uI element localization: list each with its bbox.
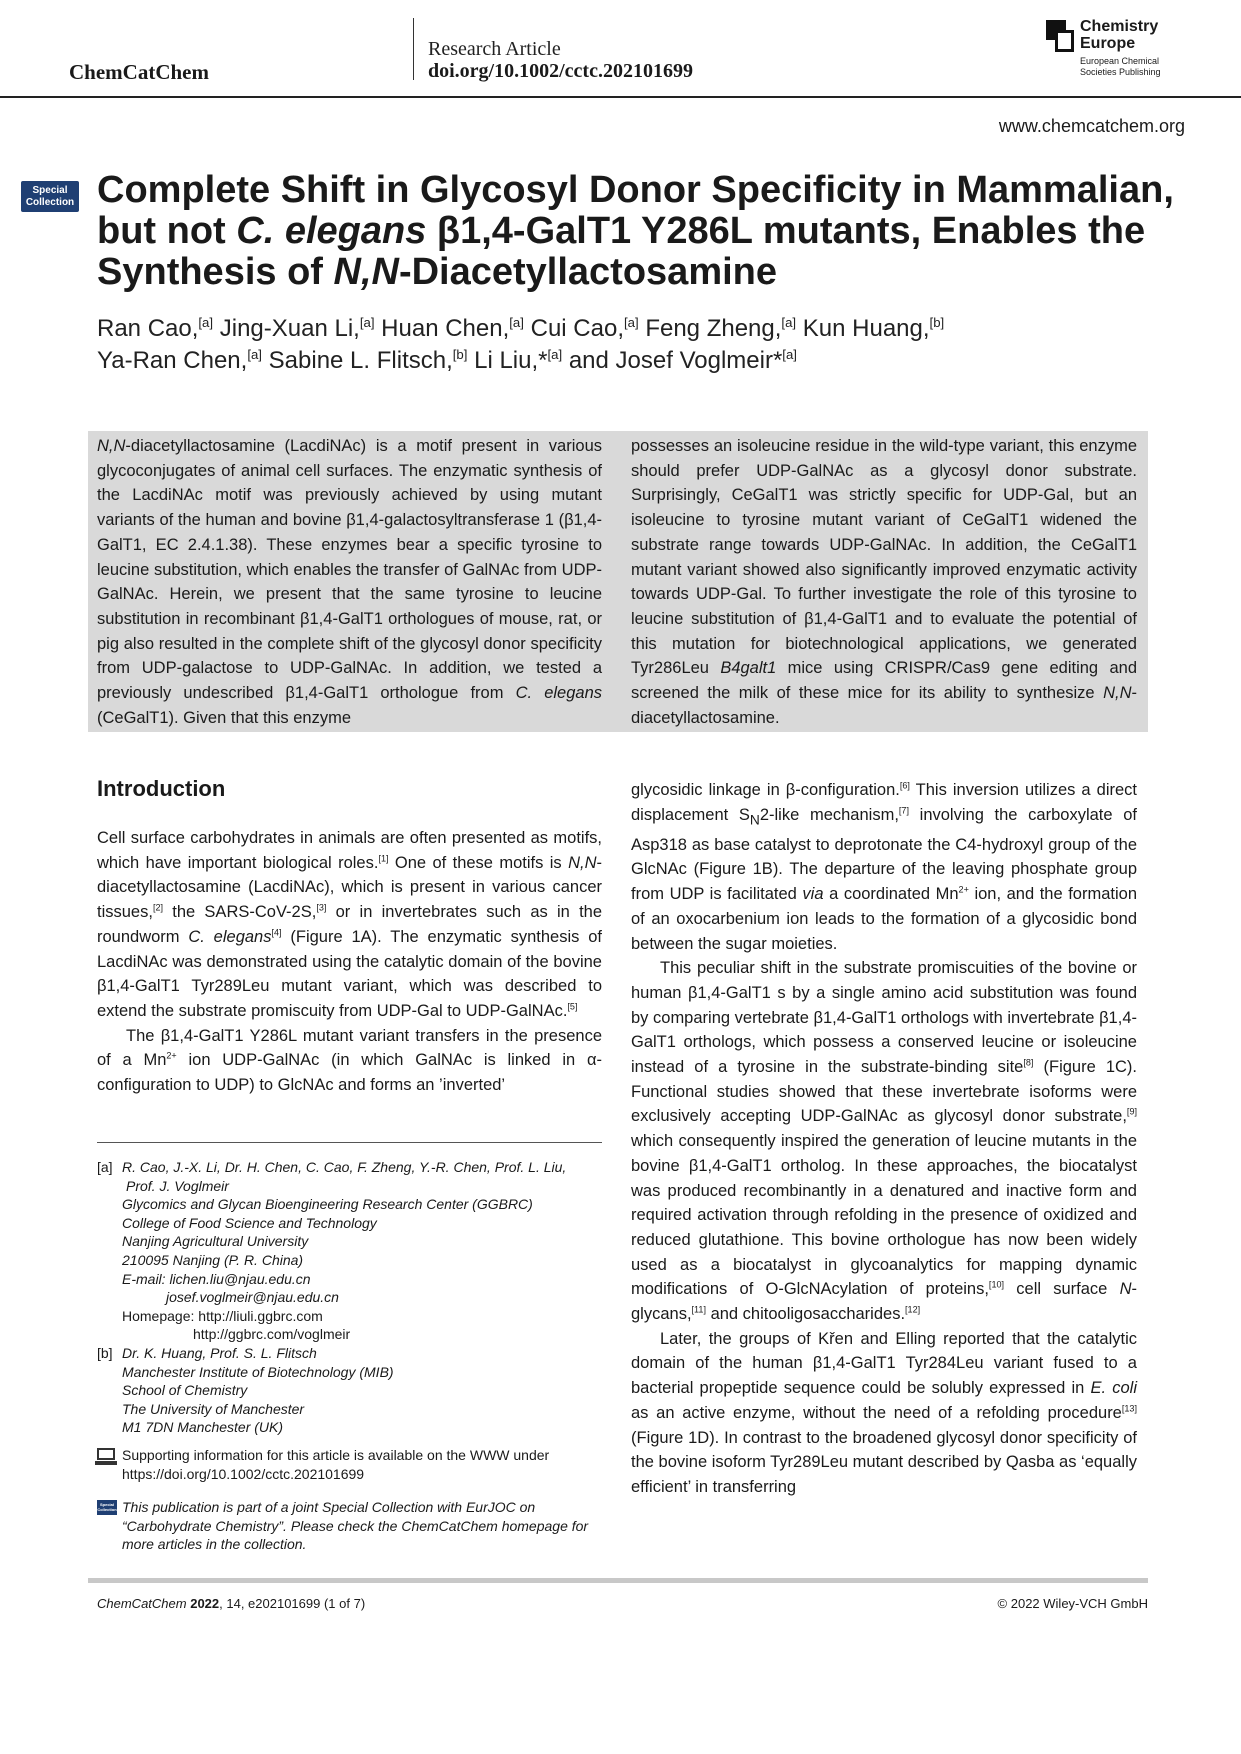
doi-link[interactable]: doi.org/10.1002/cctc.202101699 [428,60,693,82]
author: Li Liu,*[a] [474,347,563,374]
homepage-link[interactable]: http://ggbrc.com/voglmeir [193,1326,351,1343]
citation-ref[interactable]: [11] [691,1304,706,1315]
title-line-1: Complete Shift in Glycosyl Donor Specificity in Mammalian, [97,169,1174,211]
citation-ref[interactable]: [2] [152,902,164,913]
citation-ref[interactable]: [8] [1023,1057,1034,1068]
citation-ref[interactable]: [6] [899,780,910,791]
chemistry-europe-logo[interactable] [1046,18,1181,82]
header-rule [0,96,1241,98]
author: and Josef Voglmeir*[a] [568,347,797,374]
logo-subtitle: European Chemical Societies Publishing [1080,56,1161,77]
citation-ref[interactable]: [5] [567,1001,578,1012]
introduction-left-column [97,826,602,1098]
title-line-2: but not C. elegans β1,4-GalT1 Y286L mutants, Enables the [97,210,1146,252]
journal-name: ChemCatChem [69,60,209,84]
homepage-link[interactable]: http://liuli.ggbrc.com [198,1307,323,1324]
email-link[interactable]: josef.voglmeir@njau.edu.cn [166,1289,339,1306]
citation-ref[interactable]: [13] [1121,1403,1137,1414]
citation-ref[interactable]: [3] [316,902,327,913]
abstract-right-column: possesses an isoleucine residue in the wild-type variant, this enzyme should prefer UDP-GalNAc as a glycosyl donor substrate. Surprisingly, CeGalT1 was strictly specific for UDP-Gal, but an isoleucine to tyrosine mutant variant of CeGalT1 widened the substrate range towards UDP-GalNAc. In addition, the CeGalT1 mutant variant showed also significantly improved enzymatic activity towards UDP-Gal. To further investigate the role of this tyrosine to leucine substitution of β1,4-GalT1 and to evaluate the potential of this mutation for biotechnological applications, we generated Tyr286Leu B4galt1 mice using CRISPR/Cas9 gene editing and screened the milk of these mice for its ability to synthesize N,N-diacetyllactosamine. [631,437,1137,727]
author: Ya-Ran Chen,[a] [97,347,262,374]
citation-ref[interactable]: [9] [1126,1106,1137,1117]
paragraph: This peculiar shift in the substrate promiscuities of the bovine or human β1,4-GalT1 s by a single amino acid substitution was found by comparing vertebrate β1,4-GalT1 orthologs with invertebrate β1,4-GalT1 orthologs, which possess a conserved leucine or isoleucine instead of a tyrosine in the substrate-binding site[8] (Figure 1C). Functional studies showed that these invertebrate isoforms were exclusively accepting UDP-GalNAc as glycosyl donor substrate,[9] which consequently inspired the generation of leucine mutants in the bovine β1,4-GalT1 ortholog. In these approaches, the biocatalyst was produced recombinantly in a denatured and inactive form and required activation through refolding in the presence of oxidized and reduced glutathione. This bovine orthologue has now been widely used as a biocatalyst in glycoanalytics for mapping dynamic modifications of O-GlcNAcylation of proteins,[10] cell surface N-glycans,[11] and chitooligosaccharides.[12] [631,959,1137,1324]
citation-ref[interactable]: [1] [378,853,389,864]
logo-title: Chemistry Europe [1080,18,1159,52]
author: Cui Cao,[a] [530,315,639,342]
introduction-right-column [631,778,1137,1500]
section-heading-introduction: Introduction [97,776,226,801]
citation-ref[interactable]: [12] [905,1304,921,1315]
citation-ref[interactable]: [10] [988,1279,1005,1290]
affiliation-tag: [b] [97,1344,113,1361]
affiliation-b: [b] Dr. K. Huang, Prof. S. L. Flitsch Manchester Institute of Biotechnology (MIB) School of Chemistry The University of Manchester M1 7DN Manchester (UK) [97,1344,394,1436]
paragraph: Later, the groups of Křen and Elling reported that the catalytic domain of the human β1,4-GalT1 Tyr284Leu variant fused to a bacterial propeptide sequence could be solubly expressed in E. coli as an active enzyme, without the need of a refolding procedure[13] (Figure 1D). In contrast to the broadened glycosyl donor specificity of the bovine isoform Tyr289Leu mutant described by Qasba as ‘equally efficient’ in transferring [631,1329,1137,1496]
paragraph: Cell surface carbohydrates in animals are often presented as motifs, which have important biological roles.[1] One of these motifs is N,N-diacetyllactosamine (LacdiNAc), which is present in various cancer tissues,[2] the SARS-CoV-2S,[3] or in invertebrates such as in the roundworm C. elegans[4] (Figure 1A). The enzymatic synthesis of LacdiNAc was demonstrated using the catalytic domain of the bovine β1,4-GalT1 Tyr289Leu mutant variant, which was described to extend the substrate promiscuity from UDP-Gal to UDP-GalNAc.[5] [97,829,603,1020]
journal-website-link[interactable]: www.chemcatchem.org [998,116,1185,136]
author: Jing-Xuan Li,[a] [219,315,375,342]
affiliation-a: [a] R. Cao, J.-X. Li, Dr. H. Chen, C. Cao, F. Zheng, Y.-R. Chen, Prof. L. Liu, Prof. J. Voglmeir Glycomics and Glycan Bioengineering Research Center (GGBRC) College of Food Science and Technology Nanjing Agricultural University 210095 Nanjing (P. R. China) E-mail: lichen.liu@njau.edu.cn josef.voglmeir@njau.edu.cn Homepage: http://liuli.ggbrc.com http://ggbrc.com/voglmeir [97,1158,607,1344]
paragraph: The β1,4-GalT1 Y286L mutant variant transfers in the presence of a $Mn^{2+}$ ion UDP-GalNAc (in which GalNAc is linked in α-configuration to UDP) to GlcNAc and forms an ’inverted’ [97,1026,602,1095]
special-collection-badge-label: Special Collection [25,185,75,208]
author-list [97,313,1197,377]
footer-copyright: © 2022 Wiley-VCH GmbH [997,1596,1148,1611]
header-divider [413,18,414,80]
author: Huan Chen,[a] [381,315,524,342]
abstract-left-column: N,N-diacetyllactosamine (LacdiNAc) is a motif present in various glycoconjugates of animal cell surfaces. The enzymatic synthesis of the LacdiNAc motif was previously achieved by using mutant variants of the human and bovine β1,4-galactosyltransferase 1 (β1,4-GalT1, EC 2.4.1.38). These enzymes bear a specific tyrosine to leucine substitution, which enables the transfer of GalNAc from UDP-GalNAc. Herein, we present that the same tyrosine to leucine substitution in recombinant β1,4-GalT1 orthologues of mouse, rat, or pig also resulted in the complete shift of the glycosyl donor specificity from UDP-galactose to UDP-GalNAc. In addition, we tested a previously undescribed β1,4-GalT1 orthologue from C. elegans (CeGalT1). Given that this enzyme [97,437,602,727]
supporting-information-note[interactable]: Supporting information for this article is available on the WWW under https://doi.org/10.1002/cctc.202101699 [97,1446,607,1483]
special-collection-mini-badge: Special Collection [97,1500,117,1515]
chemistry-europe-logo-icon [1046,20,1074,52]
author: Sabine L. Flitsch,[b] [268,347,468,374]
citation-ref[interactable]: [4] [271,927,282,938]
affiliations [97,1158,607,1437]
email-link[interactable]: E-mail: lichen.liu@njau.edu.cn [122,1270,311,1287]
article-title [97,170,1207,293]
affiliation-tag: [a] [97,1159,113,1175]
title-line-3: Synthesis of N,N-Diacetyllactosamine [97,251,778,293]
footnote-rule [97,1142,602,1143]
special-collection-note: Special Collection This publication is part of a joint Special Collection with EurJOC on “Carbohydrate Chemistry”. Please check the ChemCatChem homepage for more articles in the collection. [97,1499,589,1553]
footer-bar [88,1578,1148,1583]
footer-citation: ChemCatChem 2022, 14, e202101699 (1 of 7) [97,1596,366,1611]
computer-icon [97,1448,117,1465]
citation-ref[interactable]: [7] [898,805,909,816]
special-collection-badge[interactable] [21,181,79,212]
author: Kun Huang,[b] [802,315,945,342]
author: Ran Cao,[a] [97,315,214,342]
author: Feng Zheng,[a] [645,315,797,342]
article-type: Research Article [428,38,561,60]
paragraph: glycosidic linkage in β-configuration.[6] This inversion utilizes a direct displacement $S_N2$-like mechanism,[7] involving the carboxylate of Asp318 as base catalyst to deprotonate the C4-hydroxyl group of the GlcNAc (Figure 1B). The departure of the leaving phosphate group from UDP is facilitated via a coordinated $Mn^{2+}$ ion, and the formation of an oxocarbenium ion leads to the formation of a glycosidic bond between the sugar moieties. [631,780,1137,953]
